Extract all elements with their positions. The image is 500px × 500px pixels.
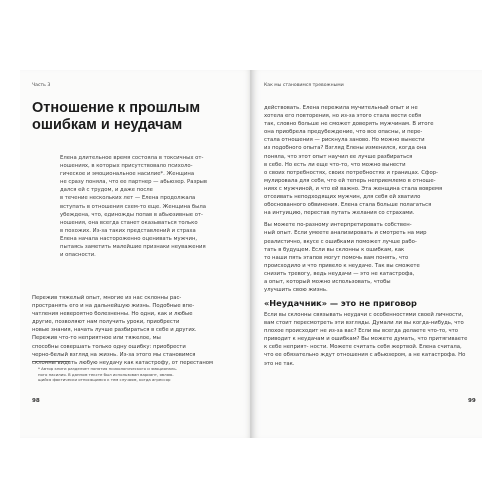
body-line: Вы можете думать, что притягиваете к себе неприят- [264,336,468,351]
body-line: ный опыт. Если умеете анализировать и смотреть на мир [264,230,427,237]
body-line: не из-за вас? Если вы всегда делаете что-то, что приводит [264,328,458,343]
intro-line: ношения, она всегда станет оказываться только [60,219,198,226]
body-line: мулировала для себя, что ей теперь неприемлемо в отноше- [264,177,436,184]
body-line: новые знания, начать лучше разбираться в себе и других. [32,327,197,334]
body-line: действовать. Елена пережила мучительный опыт и не [264,105,418,111]
intro-line: и опасности. [60,252,96,259]
left-page [20,70,252,438]
body-line: отсеивать неподходящих мужчин, для себя ей хватило [264,194,421,201]
intro-line: вступать в отношения схем-то еще. Женщина была [60,203,207,210]
right-page [252,70,482,438]
body-line: чатления невероятно болезненны. Но одни, как и любые [32,311,193,318]
body-line: к неудачам и ошибкам? [292,336,360,343]
body-line: склонны видеть любую неудачу как катастрофу, от перестаном [32,359,214,366]
body-line: а опыт, который можно использовать, чтобы [264,278,391,285]
chapter-title-line: Отношение к прошлым [32,100,201,116]
body-text-left [32,294,237,367]
footnote-line: ного насилия. В данном тексте был использован вариант, являю- [38,371,174,377]
intro-case-text [60,154,220,259]
page-number-right: 99 [468,398,476,404]
running-head-left: Часть 3 [32,83,51,88]
body-line: а не катастрофа. Но это не так. [264,352,466,367]
intro-line: дался ей с трудом, и даже после [60,187,153,194]
body-line: о своих потребностях, своих потребностях и границах. Сфор- [264,169,438,176]
footnote-divider [32,361,70,362]
body-line: пространять его и на дальнейшую жизнь. Подобные впе- [32,303,195,310]
section-subheading: «Неудачник» — это не приговор [264,298,417,308]
intro-line: не сразу поняла, что ее партнер — абьюзер. Разрыв [60,179,207,186]
body-line: что ее обязательно ждут отношения с абьюзером, [264,352,407,359]
body-line: Пережив что-то неприятное или тяжелое, мы [32,335,161,342]
body-line: из подобного опыта? Взгляд Елены изменился, когда она [264,145,427,152]
body-line: Пережив тяжелый опыт, многие из нас склонны рас- [32,295,182,301]
body-text-right [264,104,469,294]
running-head-right: Как мы становимся тревожными [264,83,344,88]
intro-line: Елена начала настороженно оценивать мужчин, [60,235,198,242]
footnote-line: * Автор книги разделяет понятия психологического и эмоциональ- [38,366,178,371]
intro-line: Елена длительное время состояла в токсичных от- [60,155,204,161]
body-line: реалистично, вкусе с ошибками поможет лучше рабо- [264,238,417,245]
body-line: другие, позволяют нам получить уроки, приобрести [32,319,180,326]
body-line: способны совершать только одну ошибку: приобрести [32,343,186,350]
intro-line: гическое и эмоциональное насилие*. Женщина [60,171,195,178]
body-line: то наши пять этапов могут помочь вам понять, что [264,254,409,261]
body-line: черно-белый взгляд на жизнь. Из-за этого мы становимся [32,351,196,358]
body-line: Думали ли вы когда-нибудь, что плохое происходит [264,320,464,335]
footnote-line: щийся фактически относящимся к тем случаям, когда агрессор [38,377,171,383]
body-line: тать в будущем. Если вы склонны к ошибкам, как [264,246,405,253]
body-line: ниях с мужчиной, и что ей важно. Эта женщина стала вовремя [264,185,443,192]
body-line: на интуицию, перестав путать желания со страхами. [264,210,415,217]
chapter-title [32,100,232,134]
body-line: так, словно больше не сможет доверять мужчинам. В итоге [264,121,434,128]
body-line: происходило и что привело к неудаче. Так вы сможете [264,262,420,269]
intro-line: в похожих. Из-за таких представлений и страха [60,227,196,234]
body-line: Если вы склонны связывать неудачи с особенностями [264,312,417,318]
body-line: она приобрела предубеждение, что все опасны, и пере- [264,129,423,136]
body-line: своей личности, вам стоит пересмотреть эти взгляды. [264,312,464,327]
intro-line: в течение нескольких лет — Елена продолжала [60,195,196,202]
page-number-left: 98 [32,398,40,404]
body-line: улучшить свою жизнь. [264,287,328,294]
body-line: в себе. Но есть ли еще что-то, что можно вынести [264,161,406,168]
body-line: обоснованного обвинения. Елена стала больше полагаться [264,202,432,209]
intro-line: пытаясь заметить малейшие признаки неуважения [60,244,206,251]
chapter-title-line: ошибкам и неудачам [32,117,183,133]
footnote [38,366,238,383]
body-line: хотела его повторения, но из-за этого стала вести себя [264,113,422,120]
body-line: Вы можете по-разному интерпретировать собствен- [264,222,412,229]
intro-line: убеждена, что, единожды попав в абьюзивные от- [60,211,203,218]
body-line: стала отношения — рискнула заново. Но можно вынести [264,137,425,144]
body-text-right-section [264,311,469,368]
body-line: поняла, что этот опыт научил ее лучше разбираться [264,153,413,160]
intro-line: ношениях, в которых присутствовало психоло- [60,163,193,170]
body-line: снизить тревогу, ведь неудачи — это не катастрофа, [264,270,415,277]
body-line: ности. Можете считать себя жертвой. Елена считала, [310,344,462,351]
